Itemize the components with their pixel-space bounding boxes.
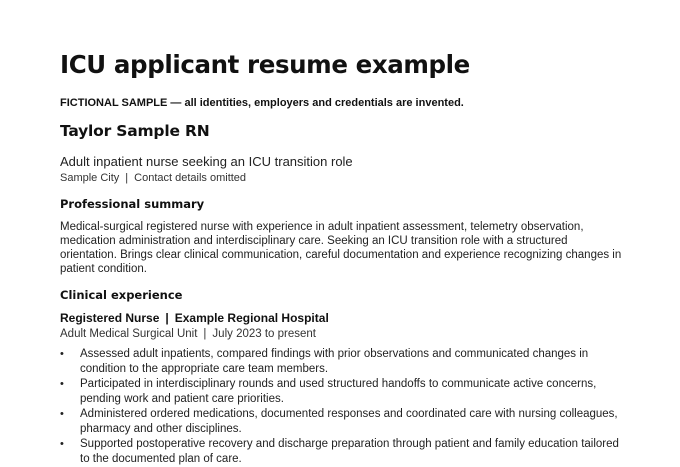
list-item: [60, 407, 630, 437]
bullet-glyph: •: [60, 438, 64, 450]
job-role: Registered Nurse: [60, 311, 160, 325]
job-unit: Adult Medical Surgical Unit: [60, 328, 198, 340]
job-dates: July 2023 to present: [212, 328, 316, 340]
bullet-glyph: •: [60, 408, 64, 420]
contact-separator: |: [125, 172, 129, 184]
list-item: [60, 437, 630, 467]
candidate-name: Taylor Sample RN: [60, 122, 210, 140]
bullet-text: Supported postoperative recovery and discharge preparation through patient and family education tailored to the documented plan of care.: [80, 438, 619, 465]
section-heading-summary: Professional summary: [60, 197, 205, 211]
list-item: [60, 347, 630, 377]
job-meta-separator: |: [203, 328, 207, 340]
bullet-text: Assessed adult inpatients, compared findings with prior observations and communicated changes in condition to the appropriate care team members.: [80, 348, 589, 375]
candidate-headline: Adult inpatient nurse seeking an ICU transition role: [60, 154, 353, 169]
list-item: [60, 377, 630, 407]
bullet-glyph: •: [60, 378, 64, 390]
fictional-notice: FICTIONAL SAMPLE — all identities, employers and credentials are invented.: [60, 97, 464, 109]
job-meta-line: [60, 328, 316, 340]
summary-text: Medical-surgical registered nurse with experience in adult inpatient assessment, telemetry observation, medication administration and interdisciplinary care. Seeking an ICU transition role with a structured orientation. Brings clear clinical communication, careful documentation and experience recognizing changes in patient condition.: [60, 221, 622, 275]
bullet-text: Administered ordered medications, documented responses and coordinated care with nursing colleagues, pharmacy and other disciplines.: [80, 408, 618, 435]
job-title-separator: |: [165, 311, 169, 325]
document-title: ICU applicant resume example: [60, 50, 470, 79]
job-bullet-list: [60, 347, 630, 467]
bullet-glyph: •: [60, 348, 64, 360]
candidate-location: Sample City: [60, 172, 120, 184]
job-title-line: [60, 311, 329, 325]
job-employer: Example Regional Hospital: [174, 311, 329, 325]
section-heading-experience: Clinical experience: [60, 288, 183, 302]
contact-line: [60, 172, 246, 184]
candidate-contact: Contact details omitted: [134, 172, 247, 184]
bullet-text: Participated in interdisciplinary rounds and used structured handoffs to communicate active concerns, pending work and patient care priorities.: [80, 378, 597, 405]
